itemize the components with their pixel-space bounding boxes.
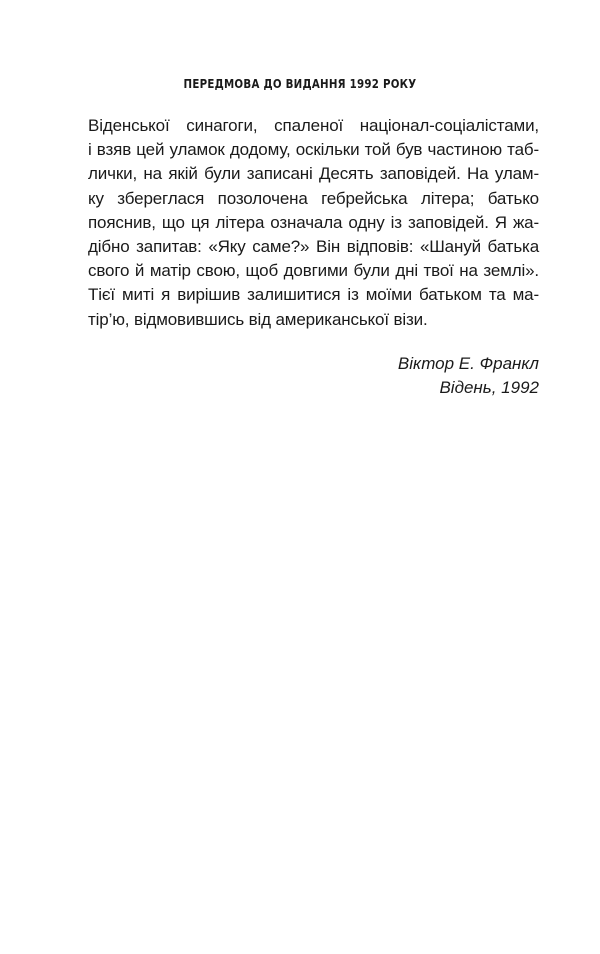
text-line: і взяв цей уламок додому, оскільки той був частиною таб-	[88, 140, 539, 160]
text-line: Віденської синагоги, спаленої націонал-соціалістами,	[88, 116, 539, 135]
running-title: ПЕРЕДМОВА ДО ВИДАННЯ 1992 РОКУ	[183, 76, 417, 91]
text-line: Тієї миті я вирішив залишитися із моїми батьком та ма-	[88, 285, 539, 305]
author-name: Віктор Е. Франкл	[397, 354, 539, 373]
text-line: свого й матір свою, щоб довгими були дні твої на землі».	[88, 261, 539, 281]
text-line: тір’ю, відмовившись від американської візи.	[88, 309, 428, 329]
text-line: дібно запитав: «Яку саме?» Він відповів: «Шануй батька	[88, 237, 539, 257]
text-line: ку збереглася позолочена гебрейська літера; батько	[88, 188, 539, 208]
place-date: Відень, 1992	[439, 378, 539, 398]
body-paragraph	[88, 114, 539, 332]
signature-block	[398, 352, 539, 400]
text-line: пояснив, що ця літера означала одну із заповідей. Я жа-	[88, 212, 539, 232]
text-line: лички, на якій були записані Десять заповідей. На улам-	[88, 164, 539, 184]
